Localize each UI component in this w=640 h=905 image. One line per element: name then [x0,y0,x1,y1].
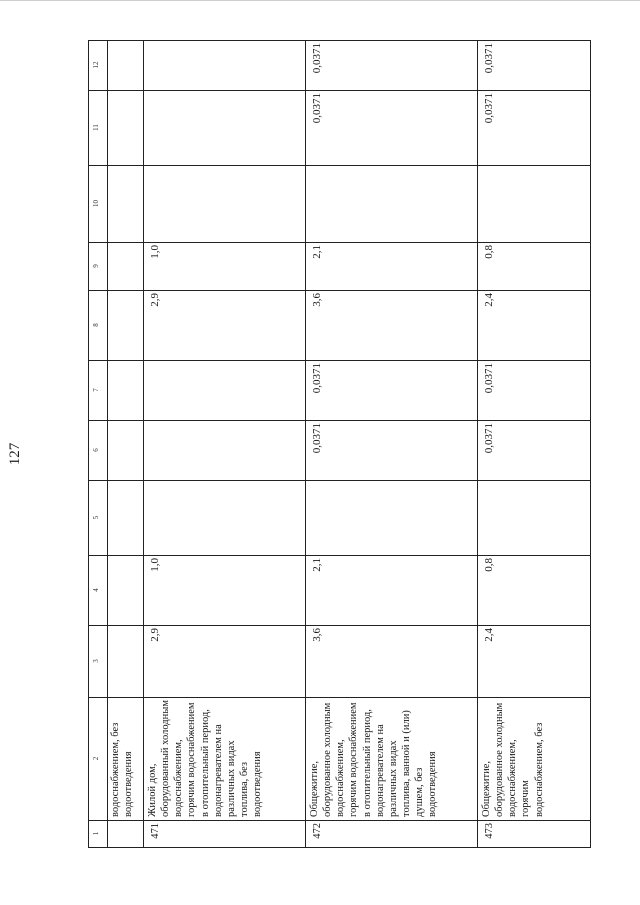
value-c11: 0,0371 [311,93,323,124]
column-header-cell [88,290,107,360]
value-c3-cell [305,625,477,697]
column-header-cell [88,420,107,480]
column-header: 3 [92,659,100,663]
column-header: 12 [92,61,100,69]
value-c12-cell [305,40,477,90]
value-c4-cell [305,555,477,625]
row-number-cell [305,820,477,847]
column-header: 2 [92,756,100,761]
value-c3: 2,9 [149,628,161,642]
column-header: 8 [92,323,100,327]
value-c9-cell [305,242,477,290]
value-c6: 0,0371 [483,423,495,454]
column-header: 9 [92,264,100,268]
row-description: Общежитие, оборудованное холодным водоснабжением, горячим водоснабжением, без [481,702,545,817]
row-description: Общежитие, оборудованное холодным водоснабжением, горячим водоснабжением в отопительный период, водонагревателем на различных видах топлива, ванной и (или) душем, без водоотведения [309,702,439,817]
row-description-cell [477,697,590,820]
value-c4: 0,8 [483,558,495,572]
page-number: 127 [7,442,23,466]
value-c9-cell [477,242,590,290]
carryover-text-cell [107,697,143,820]
column-header: 4 [92,588,100,592]
value-c3-cell [143,625,305,697]
column-header: 11 [92,124,100,131]
value-c8: 2,4 [483,293,495,307]
value-c11: 0,0371 [483,93,495,124]
value-c6: 0,0371 [311,423,323,454]
carryover-text: водоснабжением, без водоотведения [110,722,135,817]
column-header-cell [88,820,107,847]
value-c12: 0,0371 [483,43,495,74]
column-header-cell [88,697,107,820]
column-divider [88,480,590,481]
value-c6-cell [477,420,590,480]
value-c3: 3,6 [311,628,323,642]
value-c12: 0,0371 [311,43,323,74]
value-c8-cell [305,290,477,360]
value-c12-cell [477,40,590,90]
column-header: 5 [92,515,100,520]
row-number: 471 [150,823,161,839]
value-c8: 3,6 [311,293,323,307]
value-c9: 1,0 [149,245,161,259]
value-c11-cell [477,90,590,165]
value-c8: 2,9 [149,293,161,307]
value-c9: 0,8 [483,245,495,259]
column-header-cell [88,480,107,555]
value-c4-cell [143,555,305,625]
column-header: 6 [92,448,100,452]
row-number-cell [143,820,305,847]
value-c7: 0,0371 [311,363,323,394]
row-description: Жилой дом, оборудованный холодным водоснабжением, горячим водоснабжением в отопительный период, водонагревателем на различных видах топлива, без водоотведения [147,700,263,817]
table-border [88,847,590,848]
value-c9-cell [143,242,305,290]
column-header-cell [88,555,107,625]
column-header-cell [88,242,107,290]
value-c8-cell [477,290,590,360]
value-c7: 0,0371 [483,363,495,394]
row-number: 472 [312,823,323,839]
row-number: 473 [484,823,495,839]
value-c4: 1,0 [149,558,161,572]
column-header-cell [88,40,107,90]
value-c9: 2,1 [311,245,323,259]
row-description-cell [305,697,477,820]
value-c7-cell [477,360,590,420]
row-number-cell [477,820,590,847]
column-header: 10 [92,200,100,207]
value-c7-cell [305,360,477,420]
column-header-cell [88,360,107,420]
value-c3-cell [477,625,590,697]
column-header: 1 [92,831,100,836]
column-header-cell [88,625,107,697]
row-description-cell [143,697,305,820]
value-c8-cell [143,290,305,360]
column-header-cell [88,90,107,165]
value-c4-cell [477,555,590,625]
value-c4: 2,1 [311,558,323,572]
column-header: 7 [92,388,100,392]
value-c6-cell [305,420,477,480]
column-header-cell [88,165,107,242]
value-c11-cell [305,90,477,165]
value-c3: 2,4 [483,628,495,642]
column-divider [88,165,590,166]
